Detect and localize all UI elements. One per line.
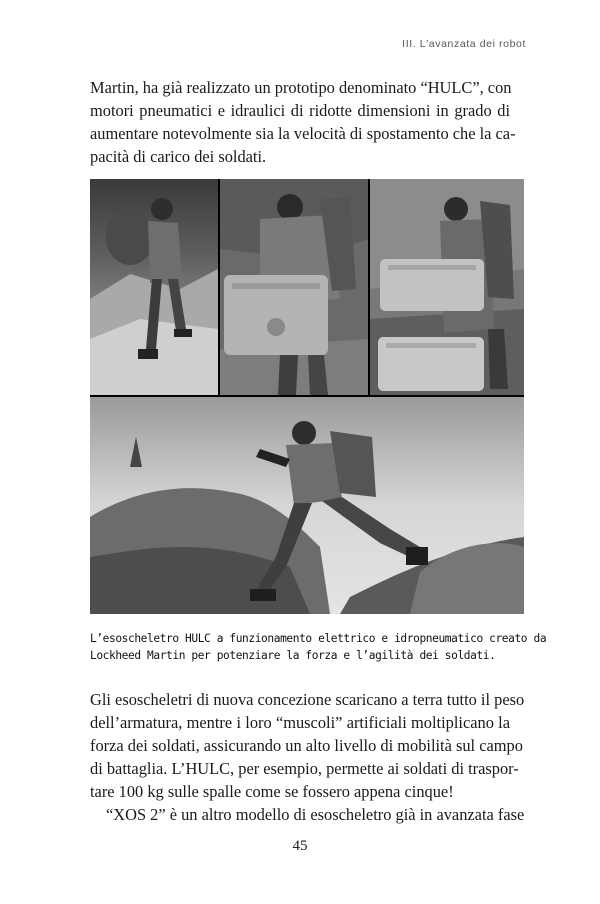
text-line: forza dei soldati, assicurando un alto livello di mobilità sul campo	[90, 736, 523, 755]
text-line: Gli esoscheletri di nuova concezione scaricano a terra tutto il peso	[90, 690, 525, 709]
page-number: 45	[292, 838, 308, 854]
photo-soldier-leaping	[90, 397, 524, 614]
caption-line: Lockheed Martin per potenziare la forza e l’agilità dei soldati.	[90, 649, 496, 662]
caption-line: L’esoscheletro HULC a funzionamento elettrico e idropneumatico creato da	[90, 632, 547, 645]
text-line: motori pneumatici e idraulici di ridotte dimensioni in grado di	[90, 101, 510, 120]
text-line: Martin, ha già realizzato un prototipo denominato “HULC”, con	[90, 78, 512, 97]
text-line: aumentare notevolmente sia la velocità di spostamento che la ca-	[90, 124, 516, 143]
text-line: “XOS 2” è un altro modello di esoscheletro già in avanzata fase	[106, 805, 525, 824]
text-line: tare 100 kg sulle spalle come se fossero appena cinque!	[90, 782, 454, 801]
photo-soldier-two-crates	[370, 179, 524, 395]
paragraph-1	[90, 76, 516, 168]
text-line: pacità di carico dei soldati.	[90, 147, 267, 166]
text-line: dell’armatura, mentre i loro “muscoli” artificiali moltiplicano la	[90, 713, 510, 732]
photo-soldier-lifting-crate	[220, 179, 368, 395]
figure-caption	[90, 630, 547, 664]
text-line: di battaglia. L’HULC, per esempio, permette ai soldati di traspor-	[90, 759, 519, 778]
running-head: III. L'avanzata dei robot	[402, 38, 526, 50]
paragraph-2	[90, 688, 525, 826]
figure-photo-grid	[90, 179, 524, 614]
photo-soldier-standing	[90, 179, 218, 395]
